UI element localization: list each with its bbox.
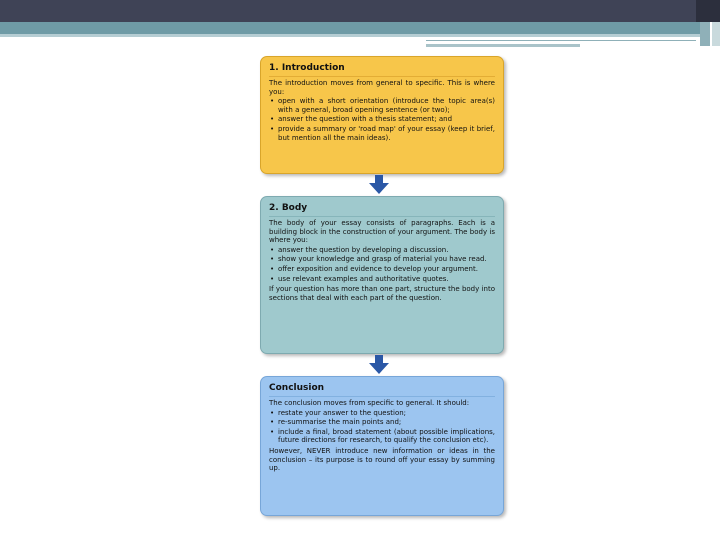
conclusion-closing-text: However, NEVER introduce new information or ideas in the conclusion – its purpose is to round off your essay by summing up. xyxy=(269,446,495,473)
introduction-lead: The introduction moves from general to specific. This is where you: xyxy=(269,79,495,96)
conclusion-lead: The conclusion moves from specific to general. It should: xyxy=(269,399,470,407)
bullet-icon: • xyxy=(270,124,275,133)
introduction-list xyxy=(269,97,495,142)
conclusion-box xyxy=(260,376,504,516)
list-item-text: show your knowledge and grasp of material you have read. xyxy=(278,255,487,264)
body-box xyxy=(260,196,504,354)
list-item xyxy=(269,265,495,274)
list-item-text: answer the question by developing a discussion. xyxy=(278,245,449,254)
bullet-icon: • xyxy=(270,245,275,254)
introduction-box xyxy=(260,56,504,174)
arrow-down-icon xyxy=(369,175,389,195)
slide-corner-teal xyxy=(700,22,710,46)
bullet-icon: • xyxy=(270,255,275,264)
slide-corner-teal-light xyxy=(712,22,720,46)
arrow-down-icon xyxy=(369,355,389,375)
bullet-icon: • xyxy=(270,408,275,417)
list-item-text: use relevant examples and authoritative quotes. xyxy=(278,274,449,283)
bullet-icon: • xyxy=(270,115,275,124)
list-item xyxy=(269,418,495,427)
slide-divider-bar xyxy=(426,44,580,47)
list-item xyxy=(269,97,495,114)
body-list xyxy=(269,246,495,283)
body-closing-text: If your question has more than one part, structure the body into sections that deal with each part of the question. xyxy=(269,285,495,302)
bullet-icon: • xyxy=(270,274,275,283)
slide-header-accent-light xyxy=(0,34,700,37)
list-item-text: restate your answer to the question; xyxy=(278,408,407,417)
list-item-text: offer exposition and evidence to develop your argument. xyxy=(278,264,478,273)
body-title: 2. Body xyxy=(269,203,495,217)
introduction-title: 1. Introduction xyxy=(269,63,495,77)
list-item-text: re-summarise the main points and; xyxy=(278,418,402,427)
slide-corner-dark xyxy=(696,0,720,22)
conclusion-list xyxy=(269,409,495,445)
body-lead: The body of your essay consists of paragraphs. Each is a building block in the construction of your argument. The body is where you: xyxy=(269,219,495,245)
list-item xyxy=(269,246,495,255)
bullet-icon: • xyxy=(270,418,275,427)
list-item-text: include a final, broad statement (about possible implications, future directions for research, to qualify the conclusion etc). xyxy=(278,427,495,445)
list-item xyxy=(269,428,495,445)
bullet-icon: • xyxy=(270,427,275,436)
bullet-icon: • xyxy=(270,264,275,273)
list-item-text: open with a short orientation (introduce the topic area(s) with a general, broad opening sentence (or two); xyxy=(278,97,495,114)
slide-header-bar xyxy=(0,0,720,22)
list-item xyxy=(269,115,495,124)
conclusion-title: Conclusion xyxy=(269,383,495,397)
list-item xyxy=(269,275,495,284)
list-item-text: answer the question with a thesis statement; and xyxy=(278,115,453,124)
slide-header-accent xyxy=(0,22,700,34)
bullet-icon: • xyxy=(270,97,275,106)
list-item xyxy=(269,125,495,142)
slide-divider-line xyxy=(426,40,696,41)
list-item xyxy=(269,255,495,264)
list-item-text: provide a summary or 'road map' of your essay (keep it brief, but mention all the main ideas). xyxy=(278,124,495,142)
list-item xyxy=(269,409,495,418)
